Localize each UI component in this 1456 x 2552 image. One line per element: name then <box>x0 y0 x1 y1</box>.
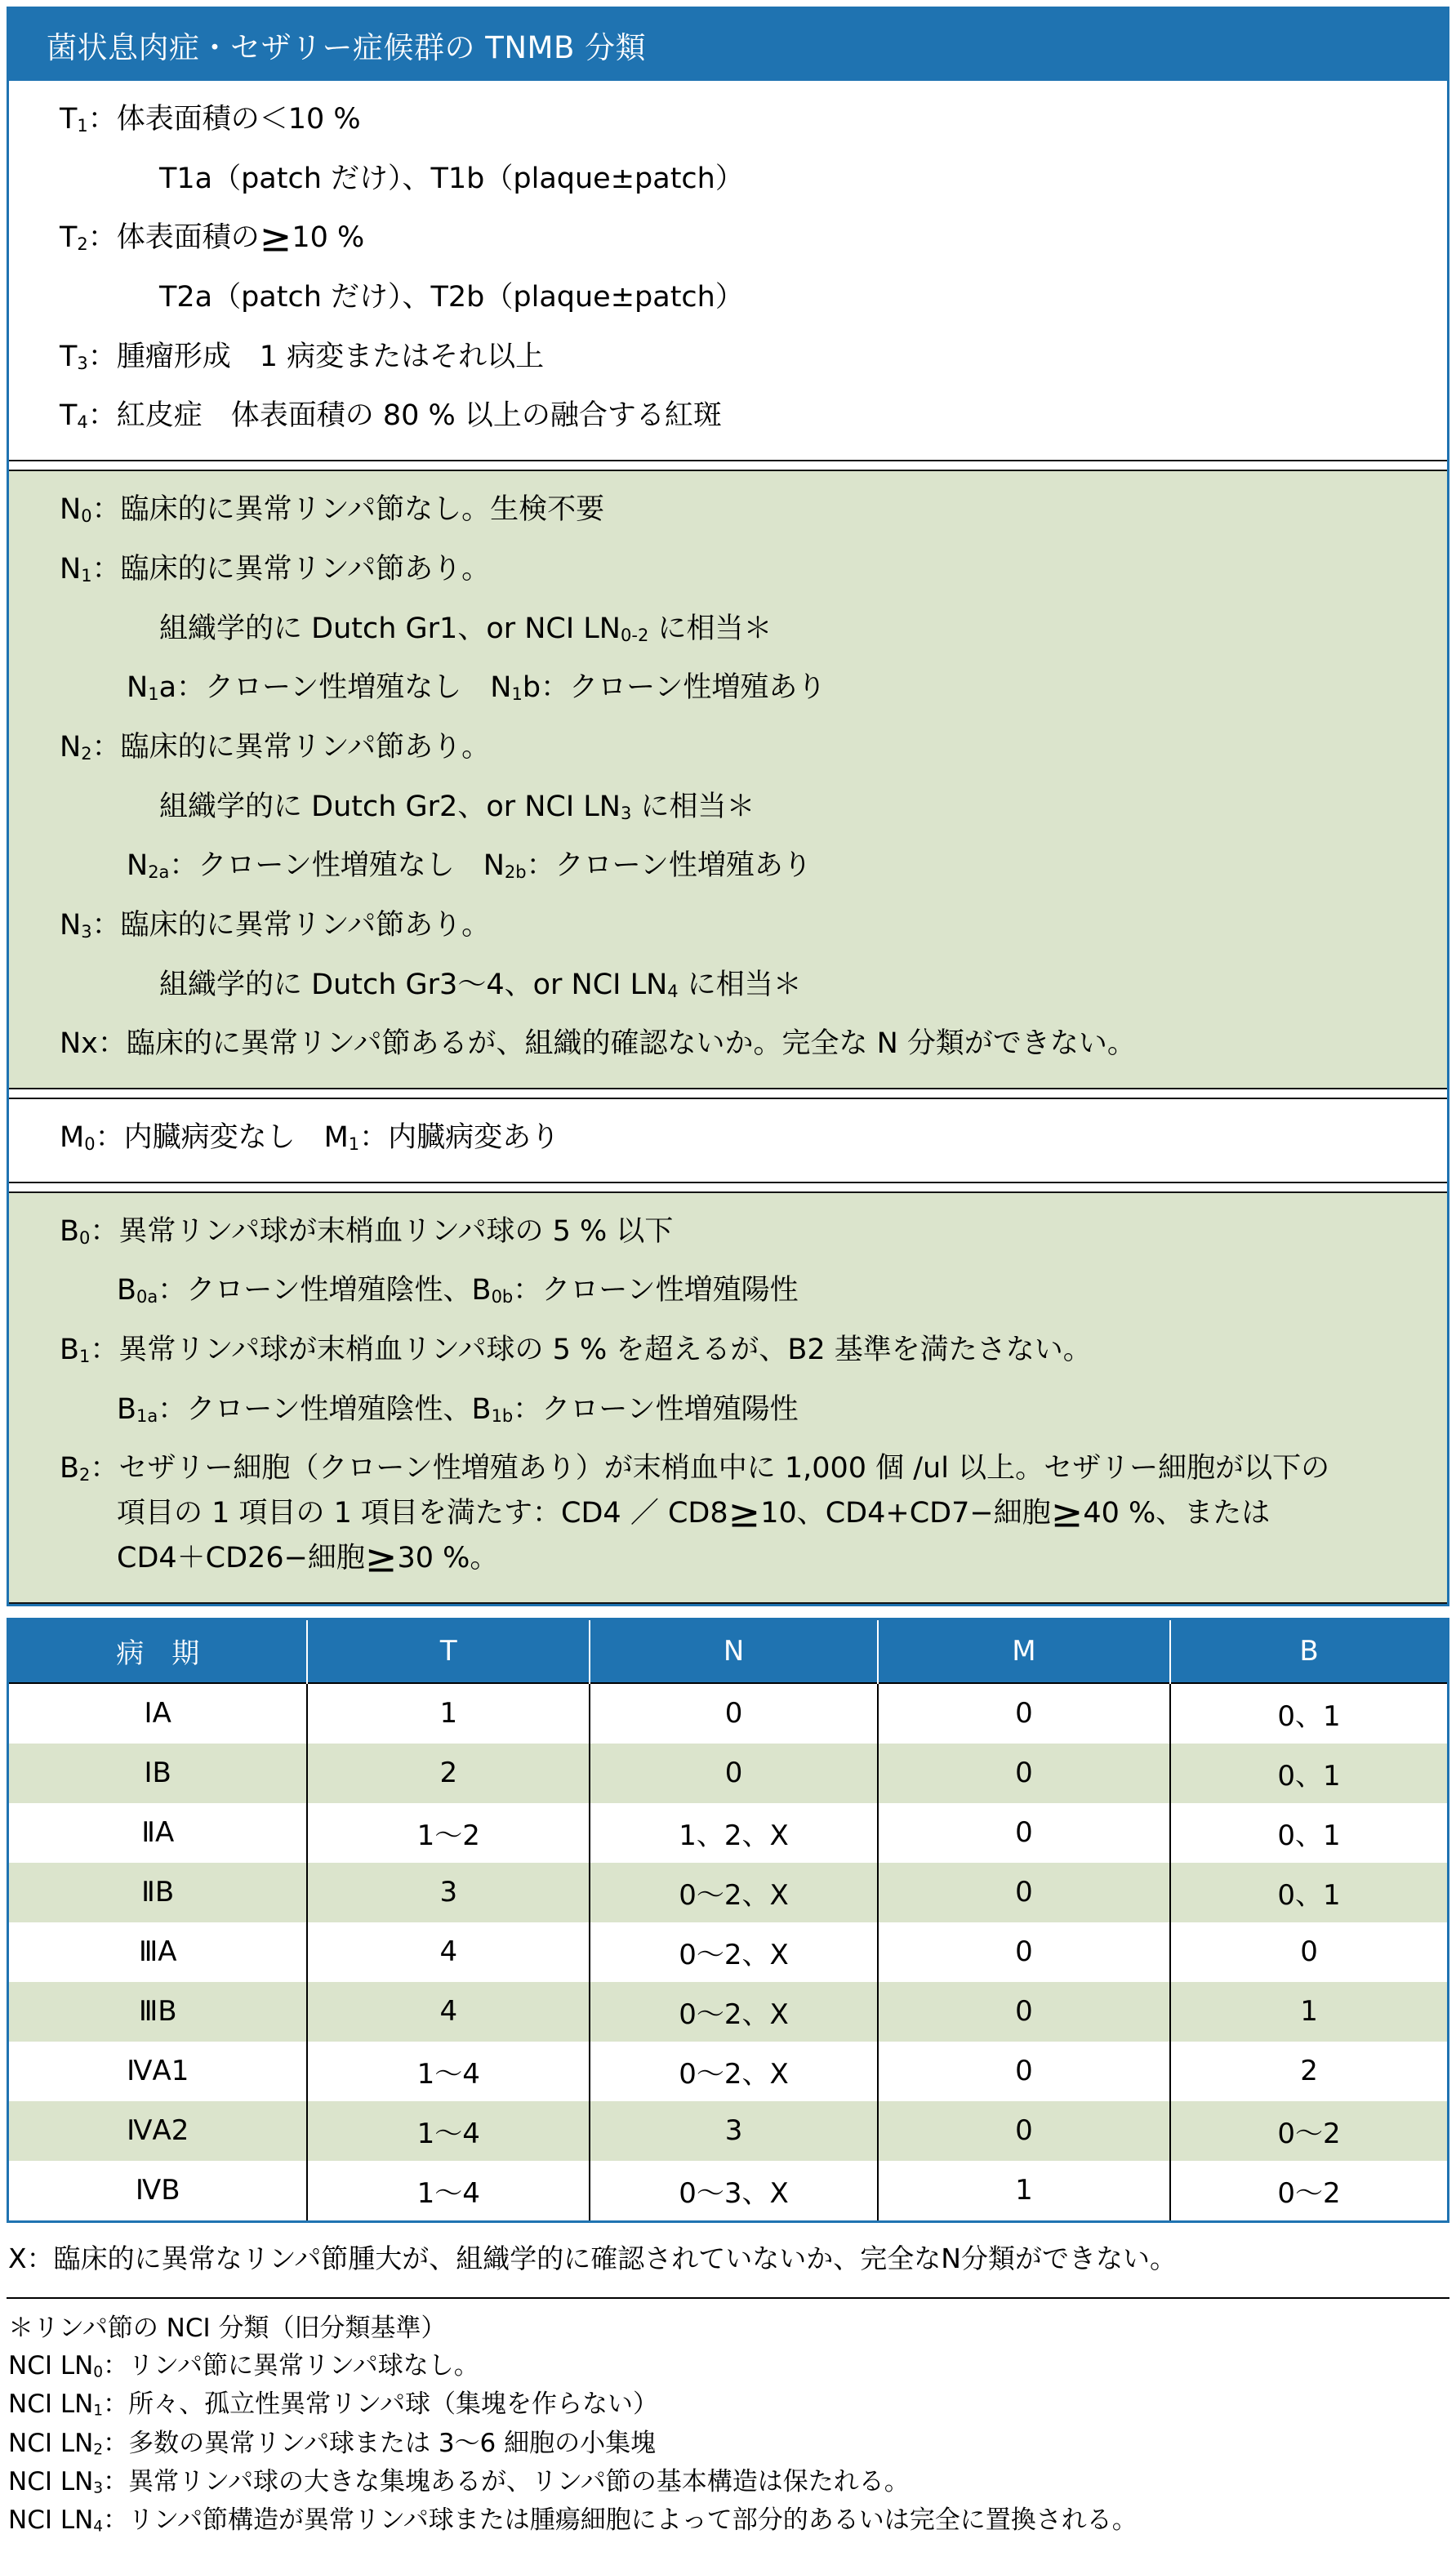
footnote-list <box>8 2351 1449 2536</box>
subscript-text: 1 <box>81 565 92 586</box>
subscript-text: 1b <box>491 1405 514 1426</box>
column-header: N <box>590 1619 878 1683</box>
text-segment: ：臨床的に異常リンパ節あり。 <box>91 552 491 586</box>
table-cell: ⅣB <box>8 2161 308 2222</box>
subscript-text: 1 <box>148 684 159 704</box>
text-segment: T2a（patch だけ）、T2b（plaque±patch） <box>159 281 744 314</box>
table-row <box>8 2161 1449 2222</box>
text-segment: N <box>127 671 149 705</box>
text-segment: N <box>127 849 149 883</box>
text-segment: M <box>60 1121 85 1154</box>
table-cell: 0 <box>878 1863 1170 1922</box>
table-cell: 0、1 <box>1170 1683 1448 1744</box>
text-segment: ：腫瘤形成 1 病変またはそれ以上 <box>87 340 545 373</box>
classification-line <box>159 162 1418 197</box>
text-segment: N <box>60 730 82 764</box>
table-cell: 0 <box>878 1982 1170 2042</box>
text-segment: B <box>60 1214 80 1248</box>
table-cell: 0 <box>590 1683 878 1744</box>
table-cell: 3 <box>590 2101 878 2161</box>
page-title: 菌状息肉症・セザリー症候群の TNMB 分類 <box>47 30 647 65</box>
text-segment: Nx：臨床的に異常リンパ節あるが、組織的確認ないか。完全な N 分類ができない。 <box>60 1027 1136 1061</box>
subscript-text: 0 <box>84 1133 96 1154</box>
subscript-text: 0 <box>93 2363 104 2381</box>
classification-line <box>159 612 1418 647</box>
text-segment: B <box>60 1452 80 1485</box>
subscript-text: 0a <box>136 1287 158 1307</box>
text-segment: ：臨床的に異常リンパ節あり。 <box>91 730 491 764</box>
table-cell: 0、1 <box>1170 1863 1448 1922</box>
table-cell: 0〜2、X <box>590 1982 878 2042</box>
text-segment: CD4＋CD26−細胞 <box>117 1541 365 1574</box>
gte-symbol: ≥ <box>259 216 292 262</box>
table-cell: 0、1 <box>1170 1803 1448 1863</box>
subscript-text: 2 <box>81 743 92 764</box>
classification-line <box>60 908 1418 943</box>
classification-line <box>159 790 1418 825</box>
table-row <box>8 1744 1449 1803</box>
m-classification-section <box>9 1098 1447 1183</box>
text-segment: 10 % <box>292 221 365 255</box>
subscript-text: 2b <box>504 862 527 883</box>
classification-line <box>60 399 1418 434</box>
classification-line <box>60 1333 1418 1368</box>
classification-line <box>60 1451 1418 1486</box>
subscript-text: 3 <box>81 921 92 942</box>
subscript-text: 4 <box>77 412 88 433</box>
classification-line <box>117 1536 1418 1582</box>
table-row <box>8 2042 1449 2101</box>
table-row <box>8 1803 1449 1863</box>
classification-line <box>60 730 1418 765</box>
text-segment: ：異常リンパ球が末梢血リンパ球の 5 % を超えるが、B2 基準を満たさない。 <box>90 1334 1092 1367</box>
subscript-text: 2 <box>93 2440 104 2458</box>
table-row <box>8 1683 1449 1744</box>
text-segment: N <box>60 552 82 586</box>
column-header: M <box>878 1619 1170 1683</box>
table-cell: 1〜4 <box>307 2101 590 2161</box>
footnote-item <box>8 2467 1449 2497</box>
table-cell: ⅡA <box>8 1803 308 1863</box>
subscript-text: 0b <box>491 1287 514 1307</box>
text-segment: NCI LN <box>8 2389 94 2420</box>
text-segment: 項目の 1 項目の 1 項目を満たす：CD4 ／ CD8 <box>117 1497 728 1530</box>
text-segment: N <box>60 493 82 527</box>
text-segment: NCI LN <box>8 2466 94 2496</box>
table-cell: ⅢB <box>8 1982 308 2042</box>
subscript-text: 4 <box>667 981 679 1001</box>
b-classification-section <box>9 1191 1447 1604</box>
table-cell: ⅢA <box>8 1922 308 1982</box>
table-cell: 1〜4 <box>307 2042 590 2101</box>
classification-line <box>159 280 1418 315</box>
classification-line <box>60 1027 1418 1062</box>
classification-line <box>117 1392 1418 1427</box>
text-segment: に相当＊ <box>648 612 773 645</box>
t-classification-section <box>9 81 1447 461</box>
text-segment: 40 %、または <box>1083 1497 1271 1530</box>
text-segment: T <box>60 340 78 373</box>
table-cell: 0 <box>878 1683 1170 1744</box>
table-cell: ⅠA <box>8 1683 308 1744</box>
table-cell: ⅡB <box>8 1863 308 1922</box>
title-bar <box>9 9 1447 81</box>
text-segment: NCI LN <box>8 2505 94 2536</box>
footnote-item <box>8 2389 1449 2420</box>
text-segment: ：クローン性増殖陰性、B <box>158 1274 492 1307</box>
classification-line <box>60 216 1418 262</box>
classification-line <box>127 670 1418 706</box>
table-cell: 0 <box>878 2042 1170 2101</box>
table-cell: 2 <box>1170 2042 1448 2101</box>
staging-table-body <box>8 1683 1449 2222</box>
text-segment: ：臨床的に異常リンパ節あり。 <box>91 908 491 942</box>
table-row <box>8 2101 1449 2161</box>
text-segment: ：異常リンパ球の大きな集塊あるが、リンパ節の基本構造は保たれる。 <box>103 2466 910 2496</box>
subscript-text: 0 <box>81 506 92 526</box>
text-segment: NCI LN <box>8 2351 94 2381</box>
subscript-text: 3 <box>77 353 88 373</box>
subscript-text: 3 <box>621 803 632 823</box>
table-cell: 0〜3、X <box>590 2161 878 2222</box>
text-segment: ：臨床的に異常リンパ節なし。生検不要 <box>91 493 605 527</box>
column-header: 病 期 <box>8 1619 308 1683</box>
text-segment: NCI LN <box>8 2428 94 2458</box>
table-cell: 0 <box>878 1803 1170 1863</box>
table-cell: 0〜2 <box>1170 2161 1448 2222</box>
classification-line <box>159 968 1418 1003</box>
subscript-text: 2a <box>148 862 170 883</box>
subscript-text: 1 <box>93 2402 104 2420</box>
classification-line <box>60 1214 1418 1249</box>
text-segment: 30 %。 <box>397 1541 499 1574</box>
text-segment: 10、CD4+CD7−細胞 <box>760 1497 1051 1530</box>
text-segment: 組織学的に Dutch Gr3〜4、or NCI LN <box>159 968 668 1001</box>
subscript-text: 1 <box>511 684 523 704</box>
subscript-text: 2 <box>79 1465 91 1485</box>
table-cell: 0 <box>878 1922 1170 1982</box>
text-segment: ：クローン性増殖あり <box>526 849 812 883</box>
text-segment: ：多数の異常リンパ球または 3〜6 細胞の小集塊 <box>103 2428 657 2458</box>
subscript-text: 4 <box>93 2518 104 2536</box>
table-row <box>8 1982 1449 2042</box>
table-cell: 1〜2 <box>307 1803 590 1863</box>
table-cell: 0 <box>878 1744 1170 1803</box>
text-segment: ：体表面積の <box>87 221 260 255</box>
text-segment: に相当＊ <box>631 790 755 823</box>
footnote-divider <box>7 2297 1449 2299</box>
table-cell: 1 <box>307 1683 590 1744</box>
text-segment: に相当＊ <box>678 968 802 1001</box>
text-segment: ：内臓病変なし M <box>95 1121 349 1154</box>
column-header: B <box>1170 1619 1448 1683</box>
table-cell: 4 <box>307 1982 590 2042</box>
subscript-text: 1 <box>77 115 88 136</box>
column-header: T <box>307 1619 590 1683</box>
text-segment: ：セザリー細胞（クローン性増殖あり）が末梢血中に 1,000 個 /ul 以上。セザリー細胞が以下の <box>90 1452 1330 1485</box>
table-cell: ⅣA1 <box>8 2042 308 2101</box>
table-cell: 0〜2、X <box>590 1922 878 1982</box>
text-segment: ：異常リンパ球が末梢血リンパ球の 5 % 以下 <box>90 1214 674 1248</box>
text-segment: ：クローン性増殖陰性、B <box>158 1392 492 1426</box>
section-gap <box>9 1183 1447 1191</box>
classification-line <box>60 340 1418 375</box>
table-cell: ⅣA2 <box>8 2101 308 2161</box>
staging-table-header-row <box>8 1619 1449 1683</box>
text-segment: ：紅皮症 体表面積の 80 % 以上の融合する紅斑 <box>87 399 722 433</box>
classification-line <box>60 492 1418 528</box>
table-cell: 0〜2、X <box>590 2042 878 2101</box>
table-cell: 0〜2 <box>1170 2101 1448 2161</box>
table-cell: 0〜2、X <box>590 1863 878 1922</box>
table-cell: 1 <box>1170 1982 1448 2042</box>
text-segment: ：リンパ節構造が異常リンパ球または腫瘍細胞によって部分的あるいは完全に置換される。 <box>103 2505 1138 2536</box>
n-classification-section <box>9 470 1447 1089</box>
table-cell: 1〜4 <box>307 2161 590 2222</box>
text-segment: ：リンパ節に異常リンパ球なし。 <box>103 2351 479 2381</box>
text-segment: N <box>60 908 82 942</box>
text-segment: 組織学的に Dutch Gr2、or NCI LN <box>159 790 621 823</box>
classification-line <box>60 552 1418 587</box>
table-cell: 1 <box>878 2161 1170 2222</box>
nci-footnotes <box>8 2314 1449 2536</box>
tnmb-classification-box <box>7 7 1449 1606</box>
text-segment: T <box>60 399 78 433</box>
table-cell: ⅠB <box>8 1744 308 1803</box>
text-segment: B <box>117 1274 137 1307</box>
text-segment: ：所々、孤立性異常リンパ球（集塊を作らない） <box>103 2389 658 2420</box>
table-cell: 2 <box>307 1744 590 1803</box>
gte-symbol: ≥ <box>1050 1491 1084 1537</box>
table-cell: 1、2、X <box>590 1803 878 1863</box>
section-gap <box>9 1089 1447 1098</box>
classification-line <box>60 1120 1418 1156</box>
footnote-item <box>8 2429 1449 2459</box>
table-row <box>8 1863 1449 1922</box>
subscript-text: 1 <box>79 1346 91 1366</box>
section-gap <box>9 461 1447 470</box>
text-segment: B <box>60 1334 80 1367</box>
text-segment: B <box>117 1392 137 1426</box>
subscript-text: 1 <box>348 1133 360 1154</box>
table-cell: 3 <box>307 1863 590 1922</box>
subscript-text: 1a <box>136 1405 158 1426</box>
staging-table <box>7 1618 1449 2223</box>
text-segment: T <box>60 103 78 136</box>
footnote-item <box>8 2505 1449 2536</box>
text-segment: b：クローン性増殖あり <box>522 671 826 705</box>
subscript-text: 0 <box>79 1227 91 1248</box>
text-segment: 組織学的に Dutch Gr1、or NCI LN <box>159 612 621 645</box>
footnote-item <box>8 2351 1449 2381</box>
subscript-text: 0-2 <box>621 625 649 645</box>
table-cell: 0 <box>878 2101 1170 2161</box>
gte-symbol: ≥ <box>728 1491 761 1537</box>
table-cell: 0 <box>590 1744 878 1803</box>
classification-line <box>117 1273 1418 1308</box>
x-note: X：臨床的に異常なリンパ節腫大が、組織学的に確認されていないか、完全なN分類ができない。 <box>8 2242 1177 2274</box>
text-segment: T <box>60 221 78 255</box>
table-row <box>8 1922 1449 1982</box>
text-segment: ：体表面積の＜10 % <box>87 103 361 136</box>
subscript-text: 2 <box>77 234 88 255</box>
text-segment: ：クローン性増殖なし N <box>169 849 505 883</box>
footnote-header: ＊リンパ節の NCI 分類（旧分類基準） <box>8 2313 447 2343</box>
subscript-text: 3 <box>93 2479 104 2497</box>
classification-line <box>60 102 1418 137</box>
text-segment: T1a（patch だけ）、T1b（plaque±patch） <box>159 162 744 195</box>
table-cell: 4 <box>307 1922 590 1982</box>
classification-line <box>127 848 1418 884</box>
table-cell: 0、1 <box>1170 1744 1448 1803</box>
text-segment: a：クローン性増殖なし N <box>158 671 512 705</box>
classification-line <box>117 1491 1418 1537</box>
gte-symbol: ≥ <box>364 1536 398 1582</box>
table-cell: 0 <box>1170 1922 1448 1982</box>
text-segment: ：クローン性増殖陽性 <box>513 1274 799 1307</box>
text-segment: ：内臓病変あり <box>359 1121 560 1154</box>
text-segment: ：クローン性増殖陽性 <box>513 1392 799 1426</box>
